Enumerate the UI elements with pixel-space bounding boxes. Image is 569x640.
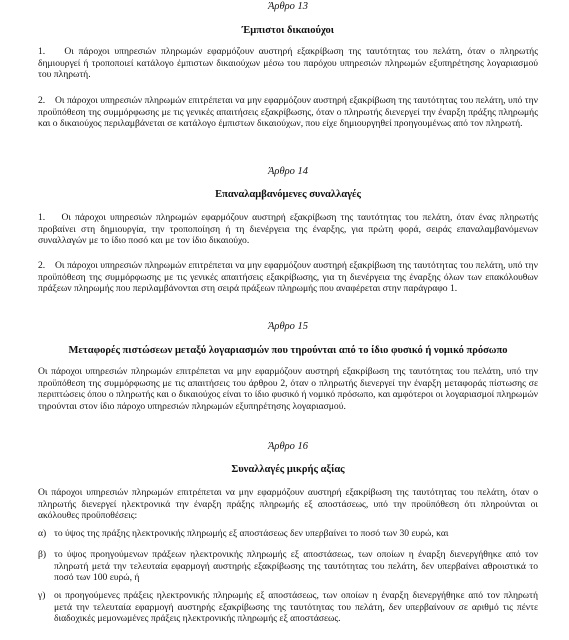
item-text: το ύψος προηγούμενων πράξεων ηλεκτρονικής πληρωμής εξ αποστάσεως, των οποίων η έναρξη διενεργήθηκε από τον πληρωτή μετά την τελευταία εφαρμογή αυστηρής εξακρίβωσης της ταυτότητας του πελάτη, δεν υπερβαίνει αθροιστικά το ποσό των 100 ευρώ, ή: [54, 549, 538, 584]
item-text: το ύψος της πράξης ηλεκτρονικής πληρωμής εξ αποστάσεως δεν υπερβαίνει το ποσό των 30 ευρώ, και: [54, 528, 449, 539]
article-15-title: Μεταφορές πιστώσεων μεταξύ λογαριασμών που τηρούνται από το ίδιο φυσικό ή νομικό πρόσωπο: [68, 345, 508, 356]
article-16-intro: Οι πάροχοι υπηρεσιών πληρωμών επιτρέπεται να μην εφαρμόζουν αυστηρή εξακρίβωση της ταυτότητας του πελάτη, όταν ο πληρωτής διενεργεί ηλεκτρονικά την έναρξη πράξης πληρωμής εξ αποστάσεως, υπό την προϋπόθεση ότι πληρούνται οι ακόλουθες προϋποθέσεις:: [38, 487, 538, 522]
article-13-paragraph-2: 2. Οι πάροχοι υπηρεσιών πληρωμών επιτρέπεται να μην εφαρμόζουν αυστηρή εξακρίβωση της ταυτότητας του πελάτη, υπό την προϋπόθεση της συμμόρφωσης με τις γενικές απαιτήσεις εξακρίβωσης, όταν ο πληρωτής διενεργεί την έναρξη πράξης πληρωμής και ο δικαιούχος περιλαμβάνεται σε κατάλογο έμπιστων δικαιούχων, που είχε δημιουργηθεί προηγουμένως από τον πληρωτή.: [38, 95, 538, 130]
article-13-title: Έμπιστοι δικαιούχοι: [241, 25, 335, 36]
item-label: β): [38, 549, 47, 560]
article-16-item-b: [38, 549, 538, 584]
article-16-title: Συναλλαγές μικρής αξίας: [231, 464, 345, 475]
article-16-number: Άρθρο 16: [267, 441, 309, 452]
article-13-paragraph-1: 1. Οι πάροχοι υπηρεσιών πληρωμών εφαρμόζουν αυστηρή εξακρίβωση της ταυτότητας του πελάτη, όταν ο πληρωτής δημιουργεί ή τροποποιεί κατάλογο έμπιστων δικαιούχων μέσω του παρόχου υπηρεσιών πληρωμών εξυπηρέτησης λογαριασμού του πληρωτή.: [38, 46, 538, 81]
item-label: α): [38, 528, 47, 539]
article-16-item-c: [38, 590, 538, 625]
article-16-item-a: [38, 528, 538, 540]
article-13-number: Άρθρο 13: [267, 1, 309, 12]
article-14-title: Επαναλαμβανόμενες συναλλαγές: [215, 189, 361, 200]
article-15-number: Άρθρο 15: [267, 321, 309, 332]
item-text: οι προηγούμενες πράξεις ηλεκτρονικής πληρωμής εξ αποστάσεως, των οποίων η έναρξη διενεργήθηκε από τον πληρωτή μετά την τελευταία εφαρμογή αυστηρής εξακρίβωσης της ταυτότητας του πελάτη, δεν υπερβαίνουν σε αριθμό τις πέντε διαδοχικές μεμονωμένες πράξεις ηλεκτρονικής πληρωμής εξ αποστάσεως.: [54, 590, 538, 625]
article-15-paragraph: Οι πάροχοι υπηρεσιών πληρωμών επιτρέπεται να μην εφαρμόζουν αυστηρή εξακρίβωση της ταυτότητας του πελάτη, υπό την προϋπόθεση της συμμόρφωσης με τις απαιτήσεις του άρθρου 2, όταν ο πληρωτής διενεργεί την έναρξη μεταφοράς πίστωσης σε περιπτώσεις όπου ο πληρωτής και ο δικαιούχος είναι το ίδιο φυσικό ή νομικό πρόσωπο, και αμφότεροι οι λογαριασμοί πληρωμών τηρούνται στον ίδιο πάροχο υπηρεσιών πληρωμών εξυπηρέτησης λογαριασμού.: [38, 366, 538, 412]
article-14-number: Άρθρο 14: [267, 166, 309, 177]
article-14-paragraph-1: 1. Οι πάροχοι υπηρεσιών πληρωμών εφαρμόζουν αυστηρή εξακρίβωση της ταυτότητας του πελάτη, όταν ένας πληρωτής προβαίνει στη δημιουργία, την τροποποίηση ή τη διενέργεια της έναρξης, για πρώτη φορά, σειράς επαναλαμβανόμενων συναλλαγών με το ίδιο ποσό και με τον ίδιο δικαιούχο.: [38, 212, 538, 247]
item-label: γ): [38, 590, 46, 601]
article-14-paragraph-2: 2. Οι πάροχοι υπηρεσιών πληρωμών επιτρέπεται να μην εφαρμόζουν αυστηρή εξακρίβωση της ταυτότητας του πελάτη, υπό την προϋπόθεση της συμμόρφωσης με τις γενικές απαιτήσεις εξακρίβωσης, για τη διενέργεια της έναρξης όλων των επακόλουθων πράξεων πληρωμής που περιλαμβάνονται στη σειρά πράξεων πληρωμής που αναφέρεται στην παράγραφο 1.: [38, 260, 538, 295]
